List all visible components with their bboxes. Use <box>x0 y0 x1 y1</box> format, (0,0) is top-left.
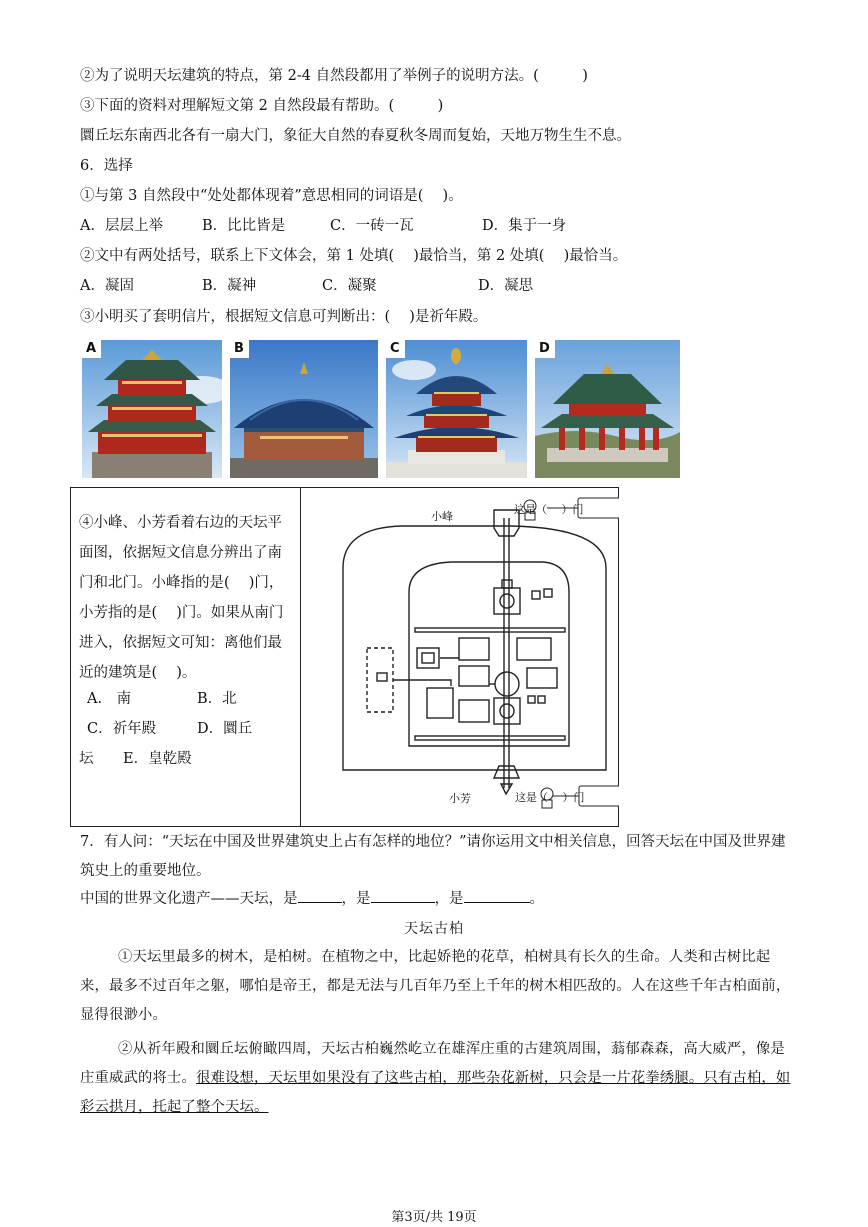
q6-item1-option-d: D．集于一身 <box>482 218 567 234</box>
page-footer: 第3页/共 19页 <box>391 1210 477 1225</box>
pavilion-photo <box>535 340 680 478</box>
map-person-top: 小峰 <box>431 510 453 523</box>
passage-title: 天坛古柏 <box>404 921 464 937</box>
round-hall-photo <box>230 340 378 478</box>
q6-item2-option-a: A．凝固 <box>80 278 134 294</box>
q7-blank-1[interactable] <box>298 888 342 903</box>
q6-heading: 6．选择 <box>80 158 133 174</box>
q7-sep-2: ，是 <box>434 891 464 907</box>
q6-item2-option-b: B．凝神 <box>202 278 257 294</box>
q6-item4-option-a: A. 南 <box>87 691 132 707</box>
passage-paragraph-2-a: ②从祈年殿和圜丘坛俯瞰四周，天坛古柏巍然屹立在雄浑庄重的古建筑周围，蓊郁森森，高大威严，像是庄重威武的将士。 <box>80 1041 785 1086</box>
temple-of-heaven-plan-map <box>301 488 619 826</box>
q6-item4-option-d: D．圜丘 <box>197 721 253 737</box>
q5-item2: ②为了说明天坛建筑的特点，第 2-4 自然段都用了举例子的说明方法。( ) <box>80 68 588 84</box>
q6-item2: ②文中有两处括号，联系上下文体会，第 1 处填( )最恰当，第 2 处填( )最恰当。 <box>80 248 628 264</box>
photo-a-label: A <box>82 340 101 358</box>
photo-d-label: D <box>535 340 555 358</box>
q6-item1: ①与第 3 自然段中“处处都体现着”意思相同的词语是( )。 <box>80 188 463 204</box>
passage-paragraph-1: ①天坛里最多的树木，是柏树。在植物之中，比起娇艳的花草，柏树具有长久的生命。人类和古树比起来，最多不过百年之躯，哪怕是帝王，都是无法与几百年乃至上千年的树木相匹敌的。人在这些千年古柏面前，显得很渺小。 <box>80 949 791 1023</box>
q6-item4-option-c: C．祈年殿 <box>87 721 157 737</box>
map-bubble-top: 这是（ ）门 <box>514 503 584 516</box>
q7-blank-3[interactable] <box>464 888 530 903</box>
map-bubble-bottom: 这是（ ）门 <box>515 791 585 804</box>
photo-b-label: B <box>230 340 249 358</box>
q7-sep-1: ，是 <box>341 891 371 907</box>
q6-item4-option-e: E．皇乾殿 <box>123 751 192 767</box>
photo-a <box>82 340 222 478</box>
passage-paragraph-2 <box>80 1035 792 1122</box>
q6-item1-option-a: A．层层上举 <box>80 218 163 234</box>
q5-item3: ③下面的资料对理解短文第 2 自然段最有帮助。( ) <box>80 98 444 114</box>
photo-c-label: C <box>386 340 405 358</box>
map-person-bottom: 小芳 <box>449 792 471 805</box>
triple-roof-temple-photo <box>386 340 527 478</box>
q6-item2-option-c: C．凝聚 <box>322 278 377 294</box>
q6-item1-option-b: B．比比皆是 <box>202 218 286 234</box>
q6-item4-box <box>70 487 619 827</box>
q5-material: 圜丘坛东南西北各有一扇大门，象征大自然的春夏秋冬周而复始，天地万物生生不息。 <box>80 128 631 144</box>
q7-blank-2[interactable] <box>371 888 435 903</box>
q7-end: 。 <box>529 891 544 907</box>
q7-answer-prefix: 中国的世界文化遗产——天坛，是 <box>80 891 298 907</box>
passage-paragraph-2-underlined: 很难设想，天坛里如果没有了这些古柏，那些杂花新树，只会是一片花拳绣腿。只有古柏，如彩云拱月，托起了整个天坛。 <box>80 1070 791 1115</box>
photo-d <box>535 340 680 478</box>
q6-item4-option-d-cont: 坛 <box>79 751 94 767</box>
photo-c <box>386 340 527 478</box>
q7-answer-line <box>80 888 544 909</box>
gate-tower-photo <box>82 340 222 478</box>
photo-b <box>230 340 378 478</box>
q7-question: 7．有人问：“天坛在中国及世界建筑史上占有怎样的地位？”请你运用文中相关信息，回答天坛在中国及世界建筑史上的重要地位。 <box>80 834 786 879</box>
q6-item2-option-d: D．凝思 <box>478 278 534 294</box>
q6-item1-option-c: C．一砖一瓦 <box>330 218 414 234</box>
q6-item4: ④小峰、小芳看着右边的天坛平面图，依据短文信息分辨出了南门和北门。小峰指的是( )门，小芳指的是( )门。如果从南门进入，依据短文可知：离他们最近的建筑是( )。 <box>79 515 284 681</box>
q6-item3: ③小明买了套明信片，根据短文信息可判断出：( )是祈年殿。 <box>80 309 488 325</box>
q6-item4-option-b: B．北 <box>197 691 237 707</box>
